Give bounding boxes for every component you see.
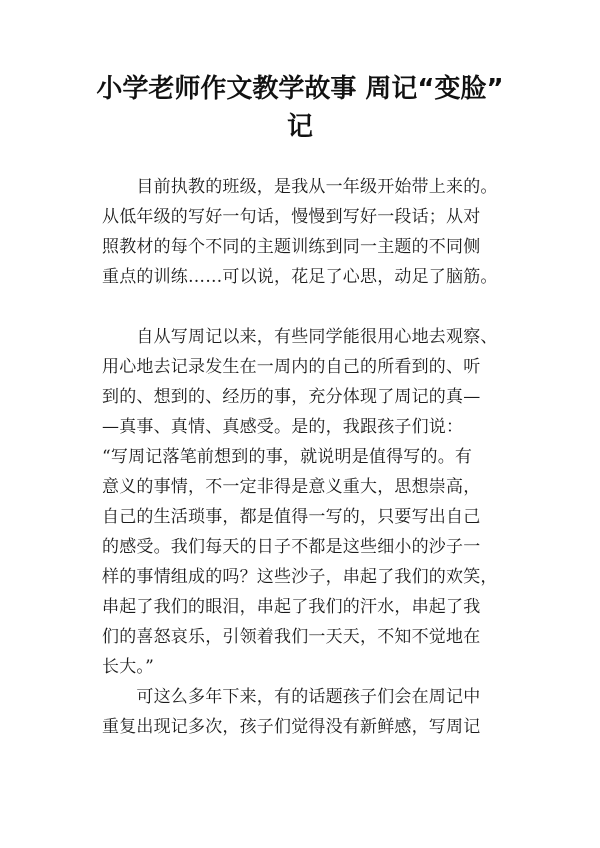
text-line: 串起了我们的眼泪，串起了我们的汗水，串起了我 [102, 597, 481, 617]
title-line: 记 [286, 112, 313, 142]
text-line: 目前执教的班级，是我从一年级开始带上来的。 [102, 177, 498, 197]
paragraph-spacer [102, 292, 522, 322]
text-line: 自己的生活琐事，都是值得一写的，只要写出自己 [102, 507, 481, 527]
text-line: 样的事情组成的吗？这些沙子，串起了我们的欢笑， [102, 567, 498, 587]
text-line: 们的喜怒哀乐，引领着我们一天天，不知不觉地在 [102, 627, 481, 647]
paragraph [102, 322, 522, 682]
title-line: 小学老师作文教学故事 周记“变脸” [96, 74, 504, 104]
text-line: “写周记落笔前想到的事，就说明是值得写的。有 [102, 447, 473, 467]
paragraph [102, 682, 522, 742]
text-line: 自从写周记以来，有些同学能很用心地去观察、 [102, 327, 498, 347]
text-line: 从低年级的写好一句话，慢慢到写好一段话；从对 [102, 207, 481, 227]
text-line: 可这么多年下来，有的话题孩子们会在周记中 [102, 687, 481, 707]
text-line: 长大。” [102, 657, 154, 677]
text-line: 到的、想到的、经历的事，充分体现了周记的真— [102, 387, 481, 407]
text-line: 的感受。我们每天的日子不都是这些细小的沙子一 [102, 537, 481, 557]
document-title [60, 70, 540, 146]
text-line: 意义的事情，不一定非得是意义重大，思想崇高， [102, 477, 481, 497]
text-line: —真事、真情、真感受。是的，我跟孩子们说： [102, 417, 464, 437]
text-line: 照教材的每个不同的主题训练到同一主题的不同侧 [102, 237, 481, 257]
text-line: 用心地去记录发生在一周内的自己的所看到的、听 [102, 357, 481, 377]
paragraph [102, 172, 522, 292]
text-line: 重复出现记多次，孩子们觉得没有新鲜感，写周记 [102, 717, 481, 737]
document-body [102, 172, 522, 742]
text-line: 重点的训练……可以说，花足了心思，动足了脑筋。 [102, 267, 498, 287]
